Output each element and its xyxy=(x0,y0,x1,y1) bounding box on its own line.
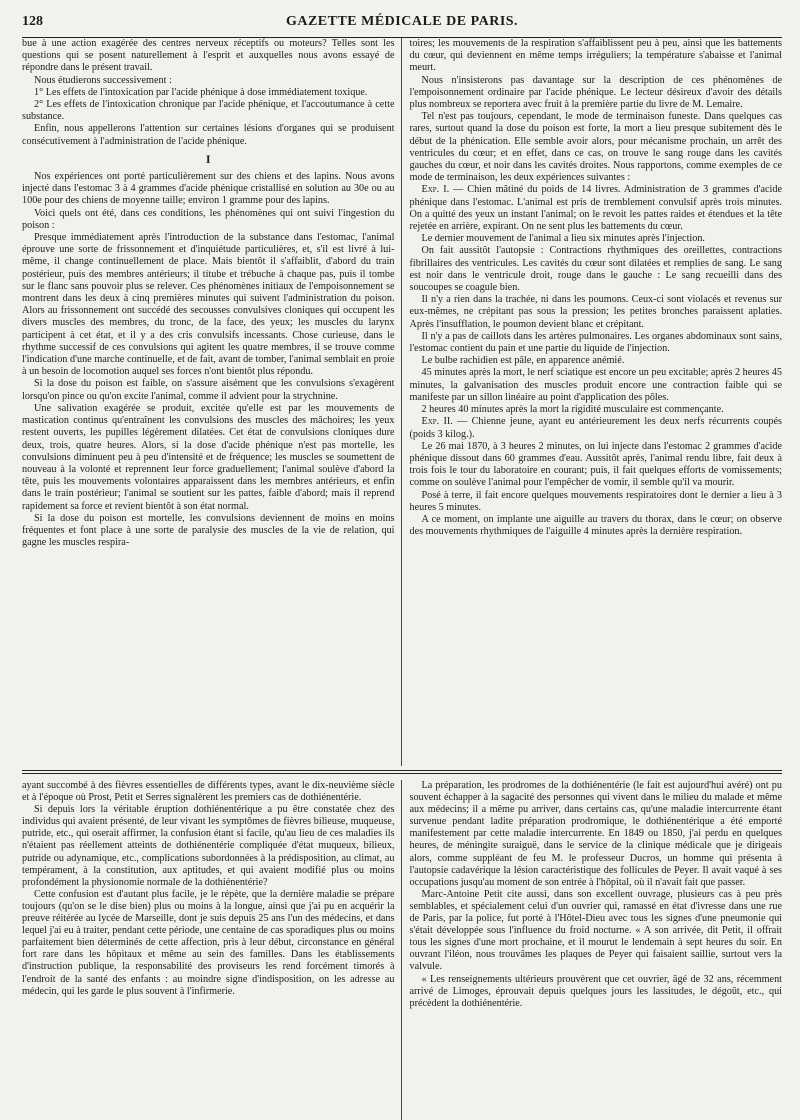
experiment-1 xyxy=(410,184,783,233)
paragraph: 2 heures 40 minutes après la mort la rigidité musculaire est commençante. xyxy=(421,404,724,416)
experiment-label: Exp. I. xyxy=(421,184,450,196)
experiment-2 xyxy=(410,416,783,440)
paragraph: Le 26 mai 1870, à 3 heures 2 minutes, on lui injecte dans l'estomac 2 grammes d'acide phénique dissout dans 60 grammes d'eau. Aussitôt après, l'animal rendu libre, fait deux à trois fois le tour du laboratoire en courant; puis, il fait quelques efforts de vomissements; comme on soulève l'animal pour l'empêcher de vomir, il semble qu'il va mourir. xyxy=(409,440,782,489)
paragraph: Presque immédiatement après l'introduction de la substance dans l'estomac, l'animal éprouve une sorte de frissonnement et d'inquiétude particulières, et, s'il est livré à lui-même, il change continuellement de place. Mais bientôt il s'affaiblit, d'abord du train postérieur, puis des membres antérieurs; il titube et trébuche à chaque pas, puis il tombe sur le flanc sans pouvoir plus se relever. Ces phénomènes initiaux de l'empoisonnement se montrent dans les deux à cinq premières minutes qui suivent l'administration du poison. Alors au frissonnement ont succédé des secousses convulsives cloniques qui occupent les divers muscles des membres, du tronc, de la face, des yeux; les muscles du larynx participent à cet état, et il y a des cris convulsifs incessants. Chose curieuse, dans le rhythme successif de ces convulsions qui agitent les quatre membres, il se trouve comme l'indication d'une marche continuelle, et de fait, avant de tomber, l'animal semblait en proie à un besoin de locomotion auquel ses forces n'ont bientôt plus répondu. xyxy=(22,232,395,378)
top-left-column xyxy=(22,38,402,766)
experiment-text: — Chien mâtiné du poids de 14 livres. Administration de 3 grammes d'acide phénique dans l'estomac. L'animal est pris de tremblement convulsif après trois minutes. On a quitté des yeux un instant l'animal; on le revoit les pattes raides et étendues et la tête rejetée en arrière, expirant. On ne sent plus les battements du cœur. xyxy=(409,184,782,233)
paragraph: Si depuis lors la véritable éruption dothiénentérique a pu être constatée chez des individus qui avaient présenté, de leur vivant les symptômes de fièvres bilieuse, muqueuse, putride, etc., qui oserait affirmer, la confusion étant si facile, qu'au lieu de ces maladies ils n'étaient pas réellement atteints de dothiénentérie compliquée d'état muqueux, bilieux, putride ou adynamique, etc., complications subordonnées à la prédisposition, au climat, au tempérament, à la constitution, aux aptitudes, et qui avaient modifié plus ou moins profondément la physionomie normale de la dothiénentérie? xyxy=(22,804,395,888)
paragraph: Enfin, nous appellerons l'attention sur certaines lésions d'organes qui se produisent consécutivement à l'administration de l'acide phénique. xyxy=(22,123,395,147)
paragraph: Si la dose du poison est mortelle, les convulsions deviennent de moins en moins fréquentes et font place à une sorte de paralysie des muscles de la vie de relation, qui gagne les muscles respira- xyxy=(22,512,395,549)
paragraph: On fait aussitôt l'autopsie : Contractions rhythmiques des oreillettes, contractions fibrillaires des ventricules. Les cavités du cœur sont dilatées et remplies de sang. Le sang est noir dans le ventricule droit, rouge dans le gauche : Le sang recueilli dans des soucoupes se coagule bien. xyxy=(409,245,782,294)
paragraph: « Les renseignements ultérieurs prouvèrent que cet ouvrier, âgé de 32 ans, récemment arrivé de Limoges, éprouvait depuis quelques jours les lassitudes, le dégoût, etc., qui précèdent la dothiénentérie. xyxy=(409,973,782,1009)
paragraph: Nous étudierons successivement : xyxy=(34,74,172,86)
bottom-left-column xyxy=(22,780,402,1120)
experiment-label: Exp. II. xyxy=(421,416,453,428)
section-divider xyxy=(22,770,782,774)
paragraph: 1° Les effets de l'intoxication par l'acide phénique à dose immédiatement toxique. xyxy=(34,86,368,98)
experiment-text: — Chienne jeune, ayant eu antérieurement les deux nerfs récurrents coupés (poids 3 kilog.). xyxy=(409,416,782,440)
article-top xyxy=(22,38,782,766)
paragraph: Nos expériences ont porté particulièrement sur des chiens et des lapins. Nous avons injecté dans l'estomac 3 à 4 grammes d'acide phénique cristallisé en solution au 30e ou au 100e pour des chiens de moyenne taille; environ 1 gramme pour des lapins. xyxy=(22,171,395,207)
paragraph: 2° Les effets de l'intoxication chronique par l'acide phénique, et l'accoutumance à cette substance. xyxy=(22,99,395,123)
paragraph: Il n'y a pas de caillots dans les artères pulmonaires. Les organes abdominaux sont sains, l'estomac contient du pain et une partie du liquide de l'injection. xyxy=(409,330,782,355)
section-heading: I xyxy=(205,151,211,166)
paragraph: Si la dose du poison est faible, on s'assure aisément que les convulsions s'exagèrent lorsqu'on pince ou qu'on excite l'animal, comme il advient pour la strychnine. xyxy=(22,378,395,402)
journal-title: GAZETTE MÉDICALE DE PARIS. xyxy=(285,14,519,29)
paragraph: ayant succombé à des fièvres essentielles de différents types, avant le dix-neuvième siècle et à l'époque où Prost, Petit et Serres signalèrent les premiers cas de dothiénentérie. xyxy=(22,780,395,804)
paragraph: Nous n'insisterons pas davantage sur la description de ces phénomènes de l'empoisonnement ordinaire par l'acide phénique. Le lecteur désireux d'avoir des détails plus nombreux se reportera avec fruit à la première partie du livre de M. Lemaire. xyxy=(409,74,782,111)
paragraph: Tel n'est pas toujours, cependant, le mode de terminaison funeste. Dans quelques cas rares, surtout quand la dose du poison est forte, la mort a lieu presque subitement dès le début de la phénication. Elle semble avoir alors, pour mécanisme prochain, un arrêt des ventricules du cœur; et en effet, dans ce cas, on trouve le sang rouge dans les cavités gauches du cœur, et noir dans les cavités droites. Nous rapportons, comme exemples de ce mode de terminaison, les deux expériences suivantes : xyxy=(409,111,782,184)
article-bottom xyxy=(22,780,782,1120)
paragraph: Il n'y a rien dans la trachée, ni dans les poumons. Ceux-ci sont violacés et revenus sur eux-mêmes, ne crépitant pas sous la pression; les petites bronches paraissent aplaties. Après l'insufflation, le poumon devient blanc et crépitant. xyxy=(409,294,782,330)
top-right-column xyxy=(402,38,783,766)
paragraph: Posé à terre, il fait encore quelques mouvements respiratoires dont le dernier a lieu à 3 heures 5 minutes. xyxy=(409,489,782,513)
paragraph: 45 minutes après la mort, le nerf sciatique est encore un peu excitable; après 2 heures 45 minutes, la galvanisation des muscles produit encore une contraction faible qui se manifeste par un sillon linéaire au point d'application des pôles. xyxy=(409,367,782,403)
paragraph: A ce moment, on implante une aiguille au travers du thorax, dans le cœur; on observe des mouvements rhythmiques de l'aiguille 4 minutes après la dernière respiration. xyxy=(409,513,782,538)
page-header xyxy=(22,14,782,36)
paragraph: Une salivation exagérée se produit, excitée qu'elle est par les mouvements de mastication continus qu'entraînent les convulsions des muscles des mâchoires; les yeux restent ouverts, les pupilles légèrement dilatées. Cet état de convulsions cloniques dure deux, trois, quatre heures. Alors, si la dose d'acide phénique n'est pas mortelle, les convulsions diminuent peu à peu d'intensité et de fréquence; les muscles se soumettent de nouveau à la volonté et reprennent leur force graduellement; l'animal soulève d'abord la tête, puis les mouvements volontaires apparaissent dans les membres antérieurs, et enfin dans le train postérieur; l'animal se soutient sur les pattes, faible d'abord; mais il reprend rapidement sa force et revient bientôt à son état normal. xyxy=(22,402,395,512)
paragraph: La préparation, les prodromes de la dothiénentérie (le fait est aujourd'hui avéré) ont pu souvent échapper à la sagacité des personnes qui vivent dans le milieu du malade et même aux médecins; il a même pu arriver, dans certains cas, qu'une maladie intercurrente étant survenue pendant ladite préparation prodromique, le dothiénentérique a été emporté manifestement par cette maladie intercurrente. En 1849 ou 1850, j'ai perdu en quelques heures, de méningite suraiguë, dans le service de la clinique médicale que je dirigeais alors, comme suppléant de feu M. le professeur Ducros, un homme qui présenta à l'autopsie cadavérique la lésion caractéristique des follicules de Peyer. Il avait vaqué à ses occupations jusqu'au moment de son entrée à l'hôpital, où il n'avait fait que passer. xyxy=(409,780,782,888)
page-number: 128 xyxy=(22,14,43,29)
paragraph: Le bulbe rachidien est pâle, en apparence anémié. xyxy=(421,355,625,367)
paragraph: Cette confusion est d'autant plus facile, je le répète, que la dernière maladie se prépare toujours (qu'on se le dise bien) plus ou moins à la longue, ainsi que j'ai pu en acquérir la preuve réitérée au lycée de Marseille, dont je suis depuis 25 ans l'un des médecins, et dans lequel j'ai eu à traiter, pendant cette période, une centaine de cas sporadiques plus ou moins parfaitement bien déterminés de cette affection, pris à leur début, circonstance en général fort rare dans les hôpitaux et même au sein des familles. Dans les établissements d'instruction publique, la responsabilité des proviseurs les rend forcément timorés à l'endroit de la santé des enfants : au moindre signe d'indisposition, on les adresse au médecin, qui les garde le plus souvent à l'infirmerie. xyxy=(22,888,395,997)
paragraph: Le dernier mouvement de l'animal a lieu six minutes après l'injection. xyxy=(421,233,705,245)
paragraph: bue à une action exagérée des centres nerveux réceptifs ou moteurs? Telles sont les questions qui se posent naturellement à l'esprit et auxquelles nous avons essayé de répondre dans le présent travail. xyxy=(22,38,395,74)
paragraph: toires; les mouvements de la respiration s'affaiblissent peu à peu, ainsi que les battements du cœur, qui deviennent en même temps irréguliers; la température s'abaisse et l'animal meurt. xyxy=(409,38,782,74)
paragraph: Voici quels ont été, dans ces conditions, les phénomènes qui ont suivi l'ingestion du poison : xyxy=(22,207,395,231)
paragraph: Marc-Antoine Petit cite aussi, dans son excellent ouvrage, plusieurs cas à peu près semblables, et spécialement celui d'un ouvrier qui, ramassé en état d'ivresse dans une rue de Paris, par la police, fut porté à l'Hôtel-Dieu avec tous les signes d'une pneumonie qui s'était développée sous l'influence du froid nocturne. « A son arrivée, dit Petit, il offrait tous les signes d'une mort prochaine, et il mourut le lendemain à sept heures du soir. En ouvrant l'iléon, nous trouvâmes les plaques de Peyer qui faisaient saillie, surtout vers la valvule. xyxy=(409,888,782,973)
bottom-right-column xyxy=(402,780,783,1120)
